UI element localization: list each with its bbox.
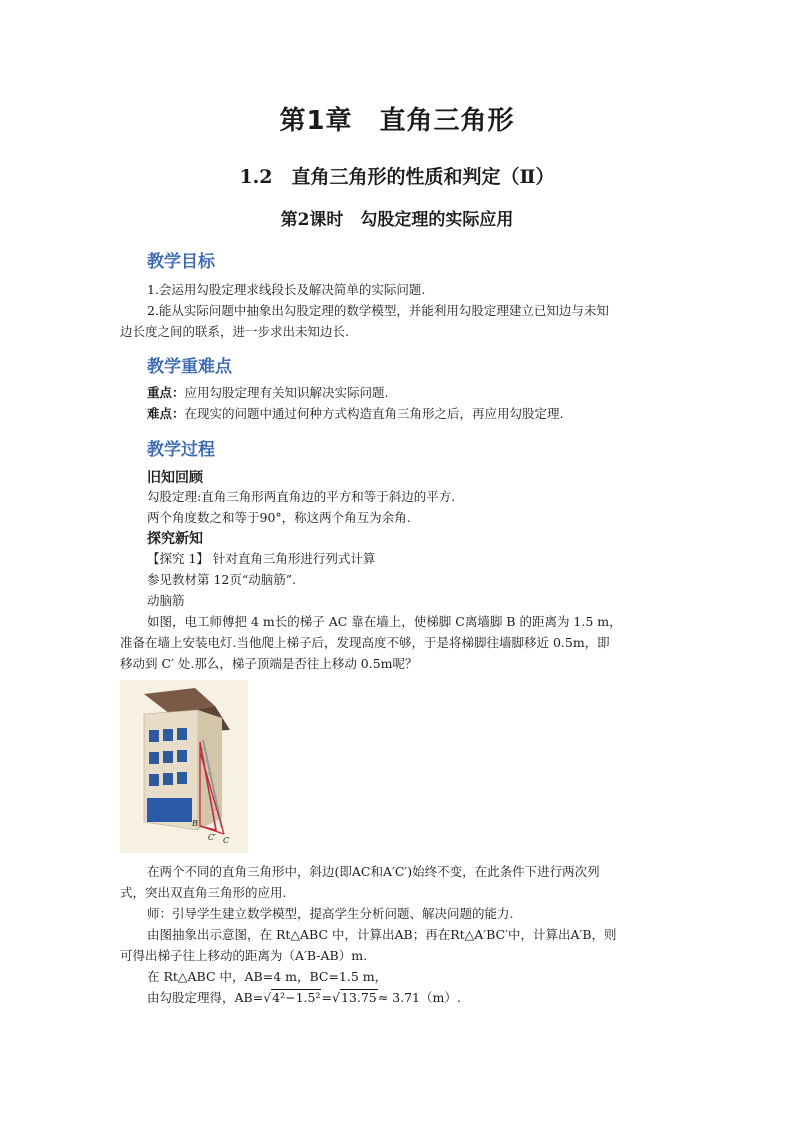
calc-equals: = bbox=[321, 990, 332, 1005]
window bbox=[177, 772, 187, 784]
sqrt-expression-2: 13.75 bbox=[340, 990, 377, 1005]
label-b: B bbox=[192, 819, 198, 828]
window bbox=[163, 729, 173, 741]
label-c: C bbox=[223, 836, 230, 845]
problem-line-3: 移动到 C′ 处.那么，梯子顶端是否往上移动 0.5m呢？ bbox=[120, 656, 418, 671]
window bbox=[149, 752, 159, 764]
sqrt-sign: √ bbox=[263, 990, 272, 1005]
sqrt-sign: √ bbox=[331, 990, 340, 1005]
key-points-heading: 教学重难点 bbox=[147, 357, 232, 377]
key-point bbox=[147, 384, 389, 402]
process-heading: 教学过程 bbox=[147, 440, 215, 460]
goal-item-2-line-2: 边长度之间的联系，进一步求出未知边长. bbox=[120, 324, 349, 339]
goal-item-1: 1.会运用勾股定理求线段长及解决简单的实际问题. bbox=[147, 282, 426, 297]
model-line-1: 由图抽象出示意图，在 Rt△ABC 中，计算出AB；再在Rt△A′BC′中，计算出A′B，则 bbox=[147, 927, 617, 942]
model-line-2: 可得出梯子往上移动的距离为（A′B-AB）m. bbox=[120, 948, 368, 963]
window bbox=[149, 730, 159, 742]
review-line-1: 勾股定理:直角三角形两直角边的平方和等于斜边的平方. bbox=[147, 489, 456, 504]
analysis-line-2: 式，突出双直角三角形的应用. bbox=[120, 885, 287, 900]
key-point-text: 应用勾股定理有关知识解决实际问题. bbox=[184, 385, 389, 400]
pythagorean-calculation bbox=[147, 989, 461, 1007]
window bbox=[163, 751, 173, 763]
chapter-title: 第1章 直角三角形 bbox=[279, 106, 515, 136]
calc-prefix: 由勾股定理得，AB= bbox=[147, 990, 264, 1005]
section-title: 1.2 直角三角形的性质和判定（Ⅱ） bbox=[239, 166, 555, 188]
problem-line-2: 准备在墙上安装电灯.当他爬上梯子后，发现高度不够，于是将梯脚往墙脚移近 0.5m，即 bbox=[120, 635, 610, 650]
window bbox=[163, 773, 173, 785]
difficult-point-text: 在现实的问题中通过何种方式构造直角三角形之后，再应用勾股定理. bbox=[184, 406, 564, 421]
teacher-note: 师：引导学生建立数学模型，提高学生分析问题、解决问题的能力. bbox=[147, 906, 514, 921]
review-line-2: 两个角度数之和等于90°，称这两个角互为余角. bbox=[147, 510, 411, 525]
window bbox=[177, 728, 187, 740]
explore-1-title: 【探究 1】 针对直角三角形进行列式计算 bbox=[147, 551, 376, 566]
lesson-title: 第2课时 勾股定理的实际应用 bbox=[280, 210, 514, 230]
label-c-prime: C′ bbox=[208, 833, 216, 842]
goal-item-2-line-1: 2.能从实际问题中抽象出勾股定理的数学模型，并能利用勾股定理建立已知边与未知 bbox=[147, 303, 609, 318]
review-heading: 旧知回顾 bbox=[147, 470, 203, 486]
difficult-point bbox=[147, 405, 564, 423]
storefront bbox=[147, 798, 192, 822]
given-values: 在 Rt△ABC 中，AB=4 m，BC=1.5 m， bbox=[147, 969, 388, 984]
problem-line-1: 如图，电工师傅把 4 m长的梯子 AC 靠在墙上，使梯脚 C离墙脚 B 的距离为 1.5 m， bbox=[147, 614, 622, 629]
goals-heading: 教学目标 bbox=[147, 252, 215, 272]
building-ladder-figure bbox=[120, 680, 248, 853]
window bbox=[177, 750, 187, 762]
explore-heading: 探究新知 bbox=[147, 531, 203, 547]
difficult-point-label: 难点： bbox=[147, 406, 185, 421]
window bbox=[149, 774, 159, 786]
sqrt-expression-1: 4²−1.5² bbox=[272, 990, 321, 1005]
analysis-line-1: 在两个不同的直角三角形中，斜边(即AC和A′C′)始终不变，在此条件下进行两次列 bbox=[147, 864, 600, 879]
calc-suffix: ≈ 3.71（m）. bbox=[377, 990, 461, 1005]
key-point-label: 重点： bbox=[147, 385, 185, 400]
textbook-reference: 参见教材第 12页“动脑筋”. bbox=[147, 572, 297, 587]
brain-teaser-label: 动脑筋 bbox=[147, 593, 185, 608]
